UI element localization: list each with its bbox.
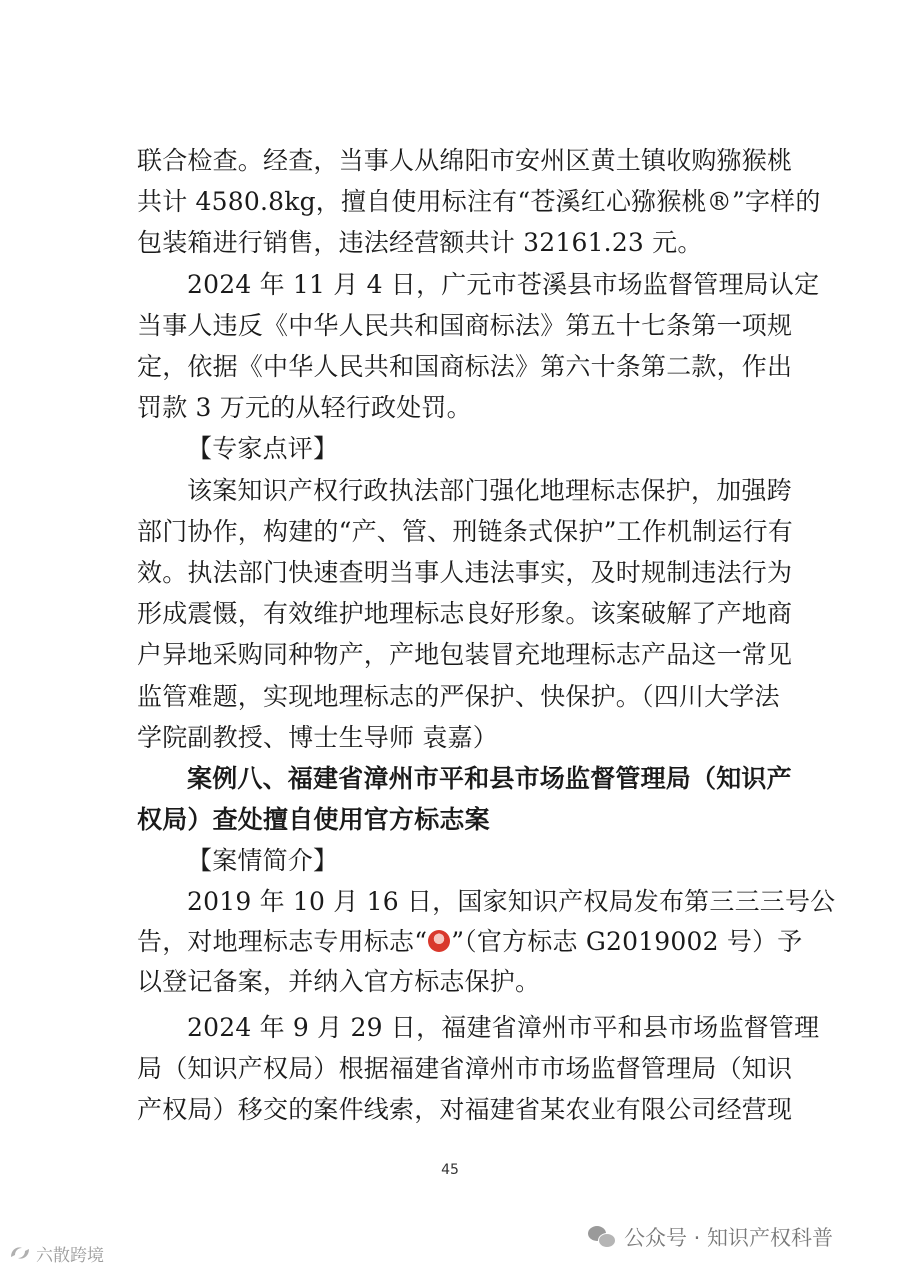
- wechat-icon: [588, 1226, 616, 1248]
- text-line: 监管难题，实现地理标志的严保护、快保护。（四川大学法: [137, 681, 780, 711]
- text-line: 学院副教授、博士生导师 袁嘉）: [137, 722, 498, 752]
- text-line: 户异地采购同种物产，产地包装冒充地理标志产品这一常见: [137, 640, 793, 670]
- text-line: 2024 年 9 月 29 日，福建省漳州市平和县市场监督管理: [187, 1013, 820, 1042]
- text-line: 产权局）移交的案件线索，对福建省某农业有限公司经营现: [137, 1095, 793, 1124]
- text-line: 该案知识产权行政执法部门强化地理标志保护，加强跨: [187, 475, 792, 505]
- watermark-brand-text: 六散跨境: [36, 1245, 104, 1266]
- watermark-official-account: [588, 1220, 833, 1254]
- gi-paragraph-line-2-before: 告，对地理标志专用标志“: [137, 927, 428, 956]
- text-line: 部门协作，构建的“产、管、刑链条式保护”工作机制运行有: [137, 516, 793, 546]
- gi-paragraph-line-2-after: ”（官方标志 G2019002 号）予: [451, 927, 803, 956]
- text-line: 案例八、福建省漳州市平和县市场监督管理局（知识产: [187, 764, 792, 793]
- geographical-indication-emblem-icon: [428, 930, 450, 952]
- gi-paragraph-line-3: 以登记备案，并纳入官方标志保护。: [137, 967, 541, 996]
- text-line: 共计 4580.8kg，擅自使用标注有“苍溪红心猕猴桃®”字样的: [137, 187, 821, 217]
- text-line: 联合检查。经查，当事人从绵阳市安州区黄土镇收购猕猴桃: [137, 146, 793, 175]
- gi-paragraph-line-2: [137, 922, 802, 962]
- text-line: 【专家点评】: [187, 434, 339, 464]
- page-number: 45: [441, 1162, 459, 1178]
- text-line: 效。执法部门快速查明当事人违法事实，及时规制违法行为: [137, 558, 793, 587]
- text-line: 权局）查处擅自使用官方标志案: [137, 805, 490, 835]
- text-line: 当事人违反《中华人民共和国商标法》第五十七条第一项规: [137, 310, 793, 340]
- gi-paragraph-line-1: 2019 年 10 月 16 日，国家知识产权局发布第三三三号公: [187, 887, 836, 916]
- text-line: 包装箱进行销售，违法经营额共计 32161.23 元。: [137, 228, 703, 258]
- text-line: 形成震慑，有效维护地理标志良好形象。该案破解了产地商: [137, 599, 793, 629]
- brand-logo-icon: [8, 1243, 32, 1263]
- text-line: 局（知识产权局）根据福建省漳州市市场监督管理局（知识: [137, 1054, 793, 1083]
- text-line: 罚款 3 万元的从轻行政处罚。: [137, 393, 472, 423]
- text-line: 【案情简介】: [187, 846, 339, 876]
- watermark-brand: [8, 1240, 104, 1266]
- watermark-official-account-text: 公众号 · 知识产权科普: [624, 1226, 834, 1250]
- text-line: 2024 年 11 月 4 日，广元市苍溪县市场监督管理局认定: [187, 269, 820, 299]
- text-line: 定，依据《中华人民共和国商标法》第六十条第二款，作出: [137, 352, 793, 381]
